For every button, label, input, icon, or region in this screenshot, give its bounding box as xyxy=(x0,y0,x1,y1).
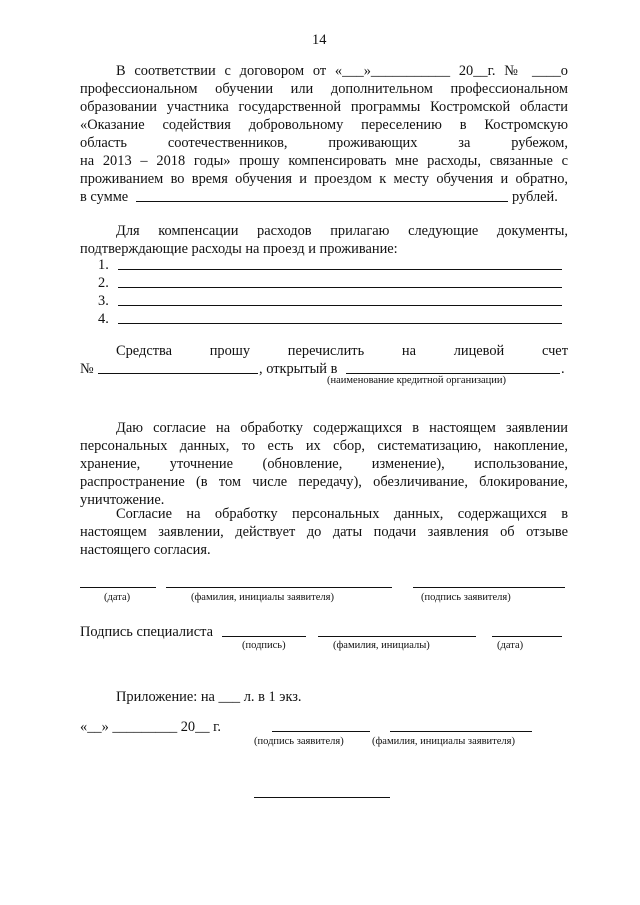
validity-line-3: настоящего согласия. xyxy=(80,542,211,558)
transfer-period: . xyxy=(561,361,565,377)
specialist-label: Подпись специалиста xyxy=(80,624,213,640)
applicant-signature-caption: (подпись заявителя) xyxy=(421,592,511,603)
number-sign: № xyxy=(80,361,94,377)
applicant-signature-field[interactable] xyxy=(413,587,565,588)
validity-line-1: Согласие на обработку персональных данных, содержащихся в xyxy=(116,506,568,522)
document-item-number: 2. xyxy=(98,275,109,291)
specialist-signature-field[interactable] xyxy=(222,636,306,637)
appendix-signature-field[interactable] xyxy=(272,731,370,732)
contract-line-1: В соответствии с договором от «___»___________ 20__г. № ____о xyxy=(116,63,568,79)
document-item-number: 1. xyxy=(98,257,109,273)
opened-in-label: , открытый в xyxy=(259,361,338,377)
consent-line-5: уничтожение. xyxy=(80,492,165,508)
contract-line-4: «Оказание содействия добровольному переселению в Костромскую xyxy=(80,117,568,133)
contract-line-2: профессиональном обучении или дополнительном профессиональном xyxy=(80,81,568,97)
document-item-field[interactable] xyxy=(118,287,562,288)
sum-prefix: в сумме xyxy=(80,189,129,205)
appendix-name-field[interactable] xyxy=(390,731,532,732)
document-item-field[interactable] xyxy=(118,269,562,270)
transfer-line-1: Средства прошу перечислить на лицевой счет xyxy=(116,343,568,359)
appendix-name-caption: (фамилия, инициалы заявителя) xyxy=(372,736,515,747)
appendix-date-line[interactable]: «__» _________ 20__ г. xyxy=(80,719,221,735)
applicant-name-caption: (фамилия, инициалы заявителя) xyxy=(191,592,334,603)
appendix-signature-caption: (подпись заявителя) xyxy=(254,736,344,747)
document-item-number: 4. xyxy=(98,311,109,327)
specialist-signature-caption: (подпись) xyxy=(242,640,286,651)
consent-line-2: персональных данных, то есть их сбор, систематизацию, накопление, xyxy=(80,438,568,454)
consent-line-4: распространение (в том числе передачу), обезличивание, блокирование, xyxy=(80,474,568,490)
bottom-separator-line xyxy=(254,797,390,798)
sum-field[interactable] xyxy=(136,201,508,202)
documents-line-2: подтверждающие расходы на проезд и проживание: xyxy=(80,241,398,257)
sum-suffix: рублей. xyxy=(512,189,558,205)
contract-line-7: проживанием во время обучения и проездом к месту обучения и обратно, xyxy=(80,171,568,187)
contract-line-3: образовании участника государственной программы Костромской области xyxy=(80,99,568,115)
credit-organization-field[interactable] xyxy=(346,373,560,374)
specialist-name-field[interactable] xyxy=(318,636,476,637)
specialist-date-caption: (дата) xyxy=(497,640,524,651)
account-number-field[interactable] xyxy=(98,373,258,374)
document-item-number: 3. xyxy=(98,293,109,309)
consent-line-3: хранение, уточнение (обновление, изменение), использование, xyxy=(80,456,568,472)
appendix-label: Приложение: на ___ л. в 1 экз. xyxy=(116,689,302,705)
contract-line-5: область соотечественников, проживающих за рубежом, xyxy=(80,135,568,151)
credit-organization-caption: (наименование кредитной организации) xyxy=(327,375,506,386)
document-item-field[interactable] xyxy=(118,305,562,306)
applicant-date-field[interactable] xyxy=(80,587,156,588)
documents-line-1: Для компенсации расходов прилагаю следующие документы, xyxy=(116,223,568,239)
applicant-name-field[interactable] xyxy=(166,587,392,588)
validity-line-2: настоящем заявлении, действует до даты подачи заявления об отзыве xyxy=(80,524,568,540)
contract-line-6: на 2013 – 2018 годы» прошу компенсировать мне расходы, связанные с xyxy=(80,153,568,169)
applicant-date-caption: (дата) xyxy=(104,592,131,603)
specialist-date-field[interactable] xyxy=(492,636,562,637)
page-number: 14 xyxy=(312,32,327,48)
consent-line-1: Даю согласие на обработку содержащихся в настоящем заявлении xyxy=(116,420,568,436)
document-item-field[interactable] xyxy=(118,323,562,324)
specialist-name-caption: (фамилия, инициалы) xyxy=(333,640,430,651)
